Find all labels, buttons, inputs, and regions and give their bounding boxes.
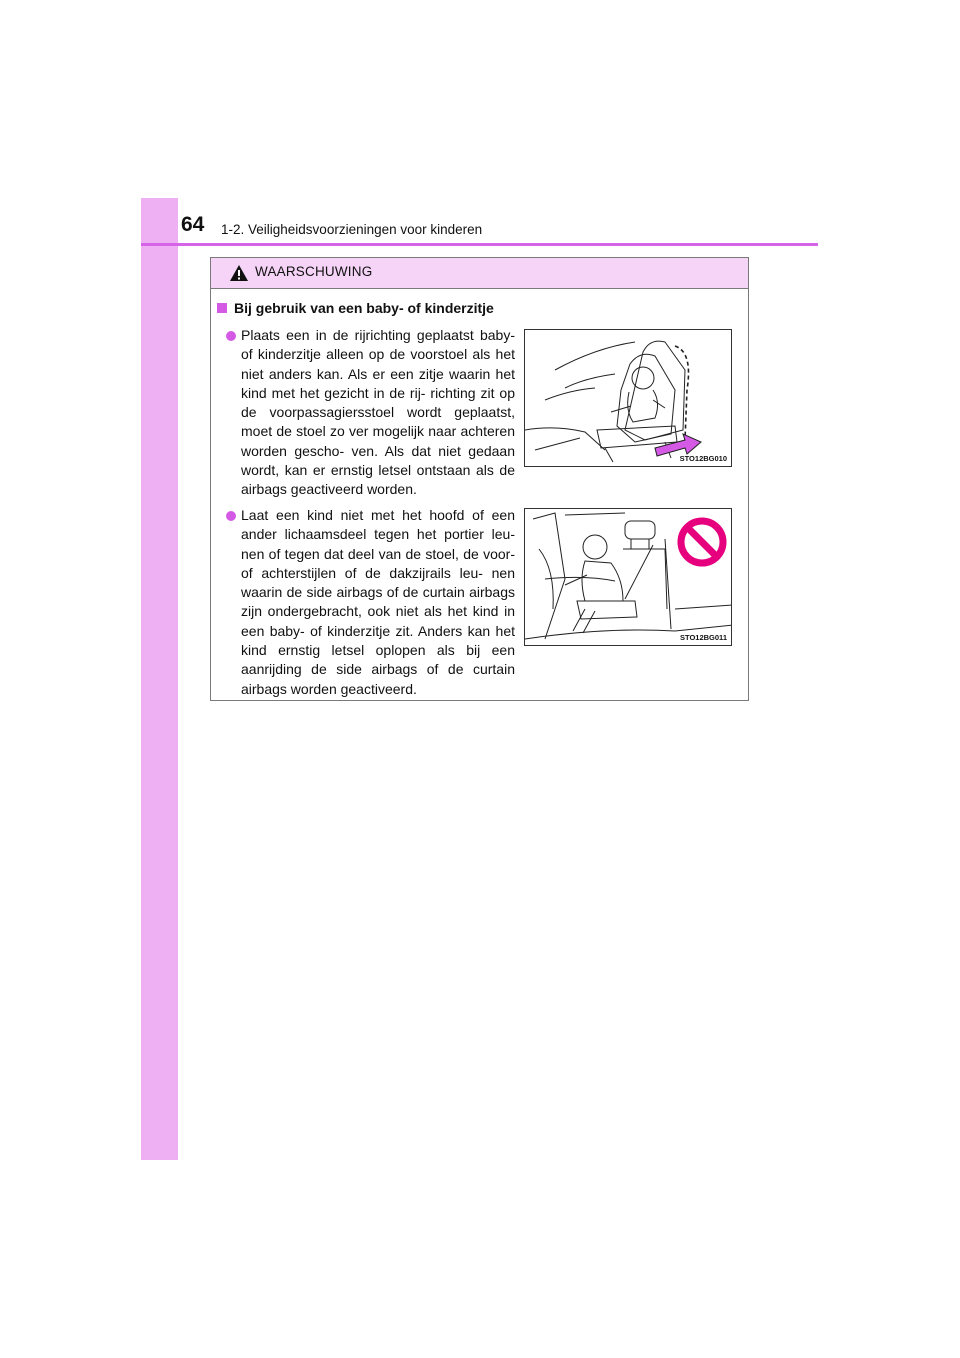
warning-subheading-text: Bij gebruik van een baby- of kinderzitje [234, 300, 494, 316]
section-title: 1-2. Veiligheidsvoorzieningen voor kinderen [221, 222, 483, 237]
round-bullet-icon [226, 511, 236, 521]
warning-subheading [217, 300, 494, 316]
child-seat-front-illustration [525, 330, 732, 467]
illustration-side-airbag-child [524, 508, 732, 646]
header-rule [141, 243, 818, 246]
illustration-front-seat-child-seat [524, 329, 732, 467]
illustration-code: STO12BG010 [679, 454, 727, 463]
warning-box [210, 257, 749, 701]
round-bullet-icon [226, 331, 236, 341]
warning-item-text: Plaats een in de rijrichting geplaatst baby- of kinderzitje alleen op de voorstoel als het niet anders kan. Als er een zitje waarin het kind met het gezicht in de rij- richting zit op de voorpassagiersstoel wordt geplaatst, moet de stoel zo ver mogelijk naar achteren worden gescho- ven. Als dat niet gedaan wordt, kan er ernstig letsel ontstaan als de airbags geactiveerd worden. [241, 327, 515, 498]
illustration-code: STO12BG011 [680, 633, 727, 642]
warning-label: WAARSCHUWING [255, 264, 373, 279]
warning-header [211, 258, 748, 289]
page-number: 64 [181, 213, 205, 236]
warning-triangle-icon [229, 264, 249, 282]
side-tab-band [141, 198, 178, 1160]
prohibition-icon [677, 517, 727, 567]
warning-item-text: Laat een kind niet met het hoofd of een ander lichaamsdeel tegen het portier leu- nen of tegen dat deel van de stoel, de voor- of achterstijlen of de dakzijrails leu- nen waarin de side airbags of de curtain airbags zijn ondergebracht, ook niet als het kind in een baby- of kinderzitje zit. Anders kan het kind ernstig letsel oplopen als bij een aanrijding de side airbags of de curtain airbags worden geactiveerd. [241, 507, 515, 697]
square-bullet-icon [217, 303, 227, 313]
